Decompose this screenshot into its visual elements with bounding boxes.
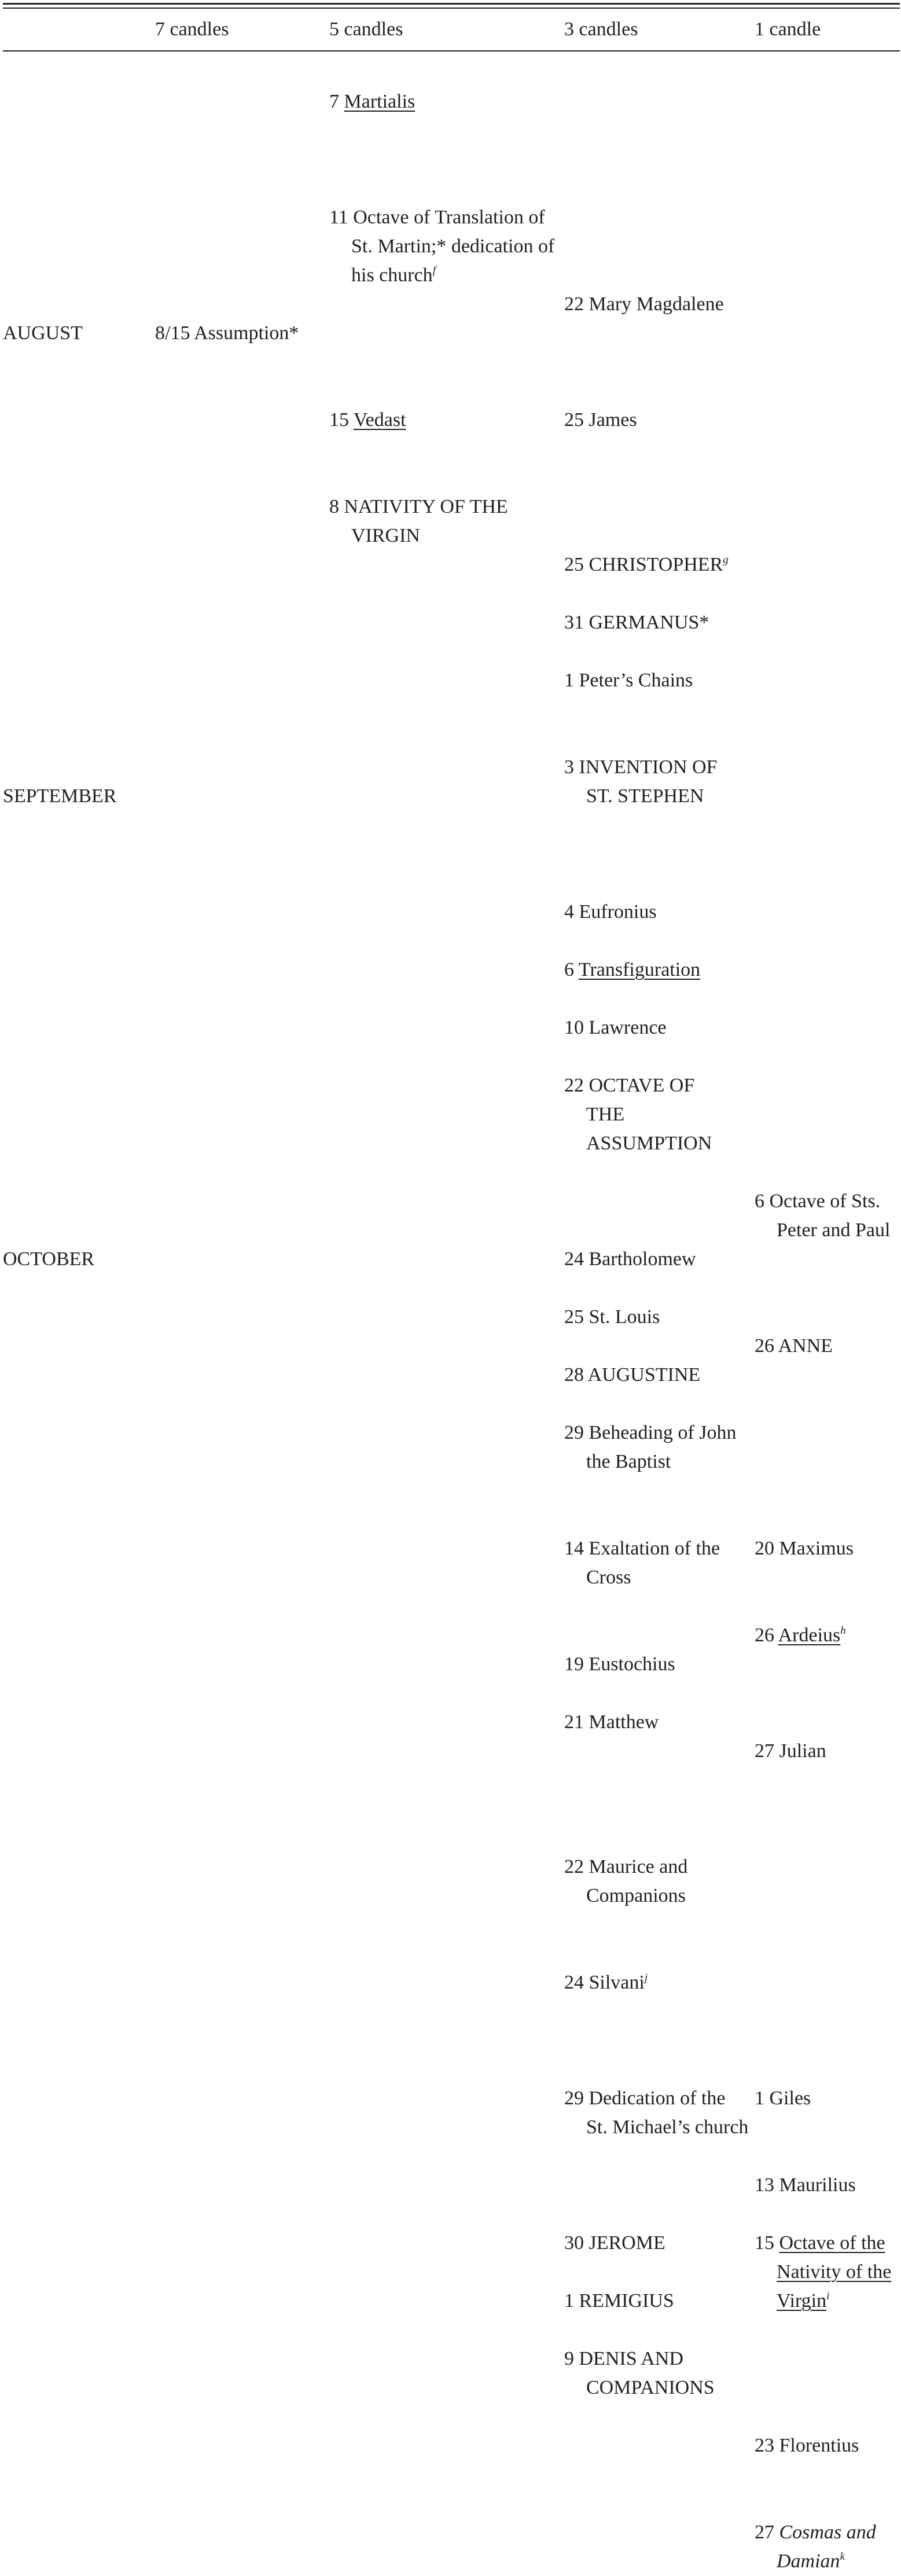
feast-remigius: 1 REMIGIUS	[564, 2290, 674, 2312]
feast-st-louis: 25 St. Louis	[564, 1306, 660, 1328]
feast-ardeius: 26 Ardeius$^h$	[755, 1625, 846, 1646]
feast-james: 25 James	[564, 409, 637, 431]
feast-octave-peter-paul: 6 Octave of Sts. Peter and Paul	[755, 1190, 891, 1241]
top-rule	[3, 3, 900, 5]
feast-eufronius: 4 Eufronius	[564, 901, 657, 923]
header-rule	[3, 50, 900, 52]
month-october: OCTOBER	[3, 1248, 95, 1270]
feast-peters-chains: 1 Peter’s Chains	[564, 670, 693, 691]
feast-maurice-companions: 22 Maurice and Companions	[564, 1856, 688, 1906]
feast-jerome: 30 JEROME	[564, 2232, 665, 2254]
feast-denis-companions: 9 DENIS AND COMPANIONS	[564, 2348, 715, 2398]
feast-bartholomew: 24 Bartholomew	[564, 1248, 696, 1270]
feast-martialis: 7 Martialis	[329, 91, 415, 112]
top-rule-double	[3, 8, 900, 9]
footnote-marker: f	[432, 264, 436, 277]
feast-octave-translation-martin: 11 Octave of Translation of St. Martin;* dedication of his church$^f$	[329, 207, 555, 286]
feast-nativity-virgin: 8 NATIVITY OF THE VIRGIN	[329, 496, 508, 546]
feast-mary-magdalene: 22 Mary Magdalene	[564, 293, 724, 315]
feast-cosmas-damian: 27 Cosmas and Damian$^k$	[755, 2522, 876, 2572]
feast-exaltation-cross: 14 Exaltation of the Cross	[564, 1538, 720, 1588]
header-7-candles: 7 candles	[155, 19, 229, 40]
footnote-marker: g	[723, 554, 729, 566]
feast-florentius: 23 Florentius	[755, 2435, 859, 2456]
feast-christopher: 25 CHRISTOPHER$^g$	[564, 554, 729, 575]
feast-maximus: 20 Maximus	[755, 1538, 854, 1559]
month-august: AUGUST	[3, 322, 83, 344]
feast-lawrence: 10 Lawrence	[564, 1017, 667, 1038]
footnote-marker: h	[840, 1625, 846, 1637]
feast-invention-stephen: 3 INVENTION OF ST. STEPHEN	[564, 756, 718, 807]
feast-giles: 1 Giles	[755, 2088, 811, 2109]
header-1-candle: 1 candle	[755, 19, 821, 40]
feast-germanus: 31 GERMANUS*	[564, 612, 709, 633]
footnote-marker: k	[840, 2551, 845, 2563]
feast-assumption: 8/15 Assumption*	[155, 322, 299, 344]
feast-eustochius: 19 Eustochius	[564, 1653, 675, 1675]
footnote-marker: j	[644, 1972, 648, 1984]
feast-octave-nativity-virgin: 15 Octave of the Nativity of the Virgin$^i$	[755, 2232, 892, 2312]
feast-augustine: 28 AUGUSTINE	[564, 1364, 701, 1386]
feast-octave-assumption: 22 OCTAVE OF THE ASSUMPTION	[564, 1075, 712, 1154]
header-5-candles: 5 candles	[329, 19, 403, 40]
feast-dedication-st-michael: 29 Dedication of the St. Michael’s church	[564, 2088, 749, 2138]
month-september: SEPTEMBER	[3, 785, 117, 807]
header-3-candles: 3 candles	[564, 19, 638, 40]
feast-julian: 27 Julian	[755, 1740, 826, 1762]
feast-transfiguration: 6 Transfiguration	[564, 959, 701, 980]
feast-matthew: 21 Matthew	[564, 1711, 659, 1733]
feast-anne: 26 ANNE	[755, 1335, 833, 1357]
feast-maurilius: 13 Maurilius	[755, 2174, 856, 2196]
feast-vedast: 15 Vedast	[329, 409, 406, 431]
footnote-marker: i	[826, 2290, 830, 2302]
feast-silvani: 24 Silvani$^j$	[564, 1972, 648, 1993]
feast-beheading-john: 29 Beheading of John the Baptist	[564, 1422, 737, 1472]
